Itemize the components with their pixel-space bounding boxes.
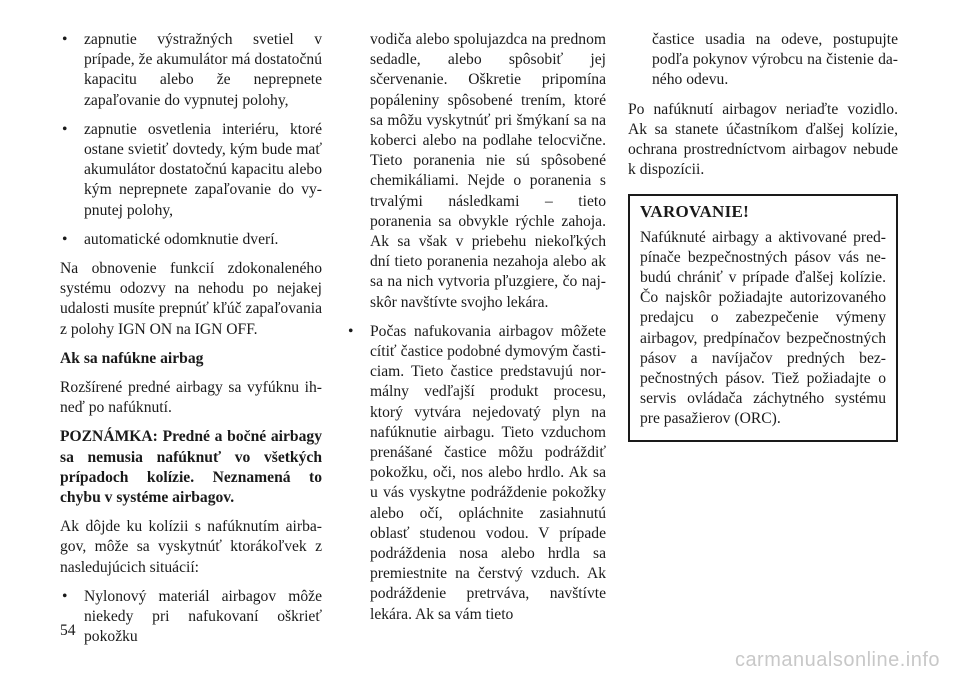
section-heading: Ak sa nafúkne airbag	[60, 349, 204, 367]
bullet-glyph: •	[62, 120, 68, 138]
bullet-interior-lights	[60, 120, 322, 221]
bullet-nylon	[60, 587, 322, 648]
watermark: carmanualsonline.info	[734, 649, 940, 671]
bullet-text: zapnutie osvetlenia interiéru, ktoré ostane svietiť dovtedy, kým bude mať akumulátor dostatočnú kapacitu alebo kým neprepnete zapaľovanie do vypnutej polohy,	[84, 120, 322, 219]
paragraph-deflate: Rozšírené predné airbagy sa vyfúknu ihneď po nafúknutí.	[60, 379, 322, 417]
bullet-glyph: •	[62, 31, 68, 48]
bullet-text: zapnutie výstražných svetiel v prípade, že akumulátor má dostatočnú kapacitu alebo že neprepnete zapaľovanie do vypnutej polohy,	[84, 31, 322, 109]
warning-title: VAROVANIE!	[640, 202, 750, 222]
warning-box	[628, 194, 898, 441]
bullet-glyph: •	[62, 230, 68, 248]
bullet-continuation	[628, 30, 898, 91]
bullet-glyph: •	[62, 587, 68, 605]
right-column	[628, 30, 898, 442]
paragraph-situations: Ak dôjde ku kolízii s nafúknutím airbagov, môže sa vyskytnúť ktorákoľvek z nasledujúcich situácií:	[60, 518, 322, 576]
bullet-glyph: •	[348, 322, 354, 340]
bullet-text: vodiča alebo spolujazdca na prednom sedadle, alebo spôsobiť jej sčervenanie. Oškretie pripomína popáleniny spôsobené trením, ktoré sa môžu vyskytnúť pri šmýkaní sa na koberci alebo na podlahe telocvične. Tieto poranenia nie sú spôsobené chemikáliami. Nejde o poranenia s trvalými následkami – tieto poranenia sa obvykle rýchle zahoja. Ak sa však v priebehu niekoľkých dní tieto poranenia nezahoja alebo ak sa na nich vytvoria pľuzgiere, čo najskôr navštívte svojho lekára.	[370, 31, 606, 311]
paragraph-reset-ign: Na obnovenie funkcií zdokonaleného systému odozvy na nehodu po nejakej udalosti musíte prepnúť kľúč zapaľovania z polohy IGN ON na IGN OFF.	[60, 260, 322, 338]
left-column	[60, 30, 322, 647]
bullet-smoke-particles	[346, 322, 606, 625]
bullet-text: Počas nafukovania airbagov môžete cítiť častice podobné dymovým časticiam. Tieto častice predstavujú normálny vedľajší produkt procesu, ktorý vytvára nejedovatý plyn na nafúknutie airbagu. Tieto vzduchom prenášané častice môžu podráždiť pokožku, oči, nos alebo hrdlo. Ak sa u vás vyskytne podráždenie pokožky alebo očí, opláchnite zasiahnutú oblasť studenou vodou. V prípade podráždenia nosa alebo hrdla sa premiestnite na čerstvý vzduch. Ak podráždenie pretrváva, navštívte lekára. Ak sa vám tieto	[370, 322, 606, 623]
bullet-text: Nylonový materiál airbagov môže niekedy pri nafukovaní oškrieť pokožku	[84, 587, 322, 646]
middle-column	[346, 30, 606, 634]
paragraph-do-not-drive: Po nafúknutí airbagov neriaďte vozidlo. Ak sa stanete účastníkom ďalšej kolízie, ochrana prostredníctvom airbagov nebude k dispozícii.	[628, 100, 898, 179]
warning-text: Nafúknuté airbagy a aktivované predpínače bezpečnostných pásov vás nebudú chrániť v prípade ďalšej kolízie. Čo najskôr požiadajte autorizovaného predajcu o zabezpečenie výmeny airbagov, predpínačov bezpečnostných pásov a navíjačov predných bezpečnostných pásov. Tiež požiadajte o servis ovládača záchytného systému pre pasažierov (ORC).	[640, 228, 886, 428]
bullet-continuation	[346, 30, 606, 313]
bullet-hazard-lights	[60, 30, 322, 111]
note-paragraph: POZNÁMKA: Predné a bočné airbagy sa nemusia nafúknuť vo všetkých prípadoch kolízie. Neznamená to chybu v systéme airbagov.	[60, 428, 322, 507]
bullet-text: automatické odomknutie dverí.	[84, 230, 279, 248]
page-number: 54	[60, 622, 76, 639]
bullet-door-unlock	[60, 230, 322, 250]
bullet-text: častice usadia na odeve, postupujte podľa pokynov výrobcu na čistenie daného odevu.	[652, 31, 898, 89]
